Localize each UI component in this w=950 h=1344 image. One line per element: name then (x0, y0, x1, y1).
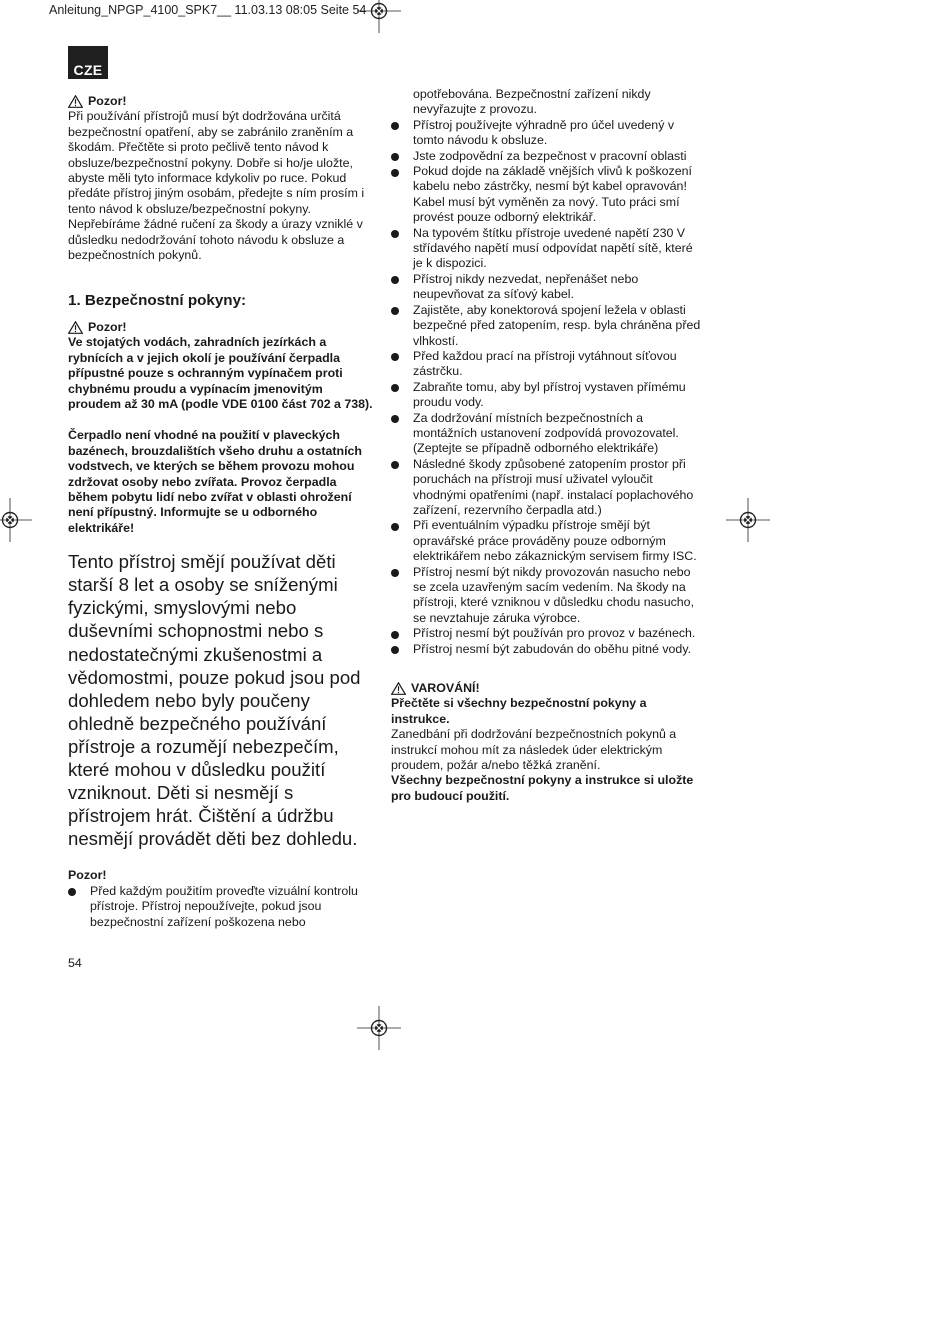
safety-warning-paragraph-1: Ve stojatých vodách, zahradních jezírkách a rybnících a v jejich okolí je používání čerpadla přípustné pouze s ochranným vypínačem proti chybnému proudu a vypínacím jmenovitým proudem až 30 mA (podle VDE 0100 část 702 a 738). (68, 335, 373, 411)
pozor-label: Pozor! (68, 868, 107, 883)
list-item: Přístroj nesmí být používán pro provoz v bazénech. (391, 626, 703, 641)
list-item: Přístroj používejte výhradně pro účel uvedený v tomto návodu k obsluze. (391, 118, 703, 149)
list-item: Následné škody způsobené zatopením prostor při poruchách na přístroji musí uživatel vyloučit vhodnými opatřeními (např. instalací poplachového zařízení, rezervního čerpadla atd.) (391, 457, 703, 519)
varovani-paragraph: Zanedbání při dodržování bezpečnostních pokynů a instrukcí mohou mít za následek úder elektrickým proudem, požár a/nebo těžká zranění. (391, 727, 677, 773)
registration-mark-left (0, 498, 32, 542)
warning-triangle-icon (68, 321, 83, 334)
safety-warning-label: Pozor! (88, 319, 127, 334)
intro-paragraph: Při používání přístrojů musí být dodržována určitá bezpečnostní opatření, aby se zabránilo zraněním a škodám. Přečtěte si proto pečlivě tento návod k obsluze/bezpečnostní pokyny. Dobře si ho/je uložte, abyste měli tyto informace kdykoliv po ruce. Pokud předáte přístroj jiným osobám, předejte s ním prosím i tento návod k obsluze/bezpečnostní pokyny. Nepřebíráme žádné ručení za škody a úrazy vzniklé v důsledku nedodržování tohoto návodu k obsluze a bezpečnostních pokynů. (68, 109, 365, 263)
list-item: Přístroj nesmí být zabudován do oběhu pitné vody. (391, 642, 703, 657)
list-item: Přístroj nikdy nezvedat, nepřenášet nebo neupevňovat za síťový kabel. (391, 272, 703, 303)
crosshair-icon (0, 498, 32, 542)
continued-bullet-text: opotřebována. Bezpečnostní zařízení nikdy nevyřazujte z provozu. (413, 87, 651, 117)
registration-mark-right (726, 498, 770, 542)
varovani-label: VAROVÁNÍ! (411, 681, 480, 696)
list-item: Před každou prací na přístroji vytáhnout síťovou zástrčku. (391, 349, 703, 380)
intro-warning-title (68, 94, 373, 109)
list-item: Na typovém štítku přístroje uvedené napětí 230 V střídavého napětí musí odpovídat napětí sítě, které je k dispozici. (391, 226, 703, 272)
intro-warning-label: Pozor! (88, 94, 127, 108)
list-item: Zabraňte tomu, aby byl přístroj vystaven přímému proudu vody. (391, 380, 703, 411)
varovani-bold-save: Všechny bezpečnostní pokyny a instrukce si uložte pro budoucí použití. (391, 773, 694, 803)
registration-mark-top (357, 0, 401, 33)
list-item: Zajistěte, aby konektorová spojení ležela v oblasti bezpečné před zatopením, resp. byla chráněna před vlhkostí. (391, 303, 703, 349)
warning-triangle-icon (391, 682, 406, 695)
varovani-bold-instruction: Přečtěte si všechny bezpečnostní pokyny a instrukce. (391, 696, 647, 726)
safety-list (391, 118, 703, 657)
list-item: Jste zodpovědní za bezpečnost v pracovní oblasti (391, 149, 703, 164)
list-item: Za dodržování místních bezpečnostních a montážních ustanovení zodpovídá provozovatel. (Zeptejte se případně odborného elektrikáře) (391, 411, 703, 457)
print-header: Anleitung_NPGP_4100_SPK7__ 11.03.13 08:05 Seite 54 (49, 3, 367, 17)
language-badge: CZE (68, 46, 108, 79)
registration-mark-bottom (357, 1006, 401, 1050)
crosshair-icon (357, 0, 401, 33)
varovani-title (391, 681, 703, 696)
warning-triangle-icon (68, 95, 83, 108)
pozor-list (68, 884, 373, 930)
children-notice: Tento přístroj smějí používat děti starší 8 let a osoby se sníženými fyzickými, smyslovými nebo duševními schopnostmi nebo s nedostatečnými zkušenostmi a vědomostmi, pouze pokud jsou pod dohledem nebo byly poučeny ohledně bezpečného používání přístroje a rozumějí nebezpečím, které mohou v důsledku použití vzniknout. Děti si nesmějí s přístrojem hrát. Čištění a údržbu nesmějí provádět děti bez dohledu. (68, 551, 361, 850)
section-heading: 1. Bezpečnostní pokyny: (68, 292, 247, 310)
crosshair-icon (726, 498, 770, 542)
list-item: Při eventuálním výpadku přístroje smějí být opravářské práce prováděny pouze odborným elektrikářem nebo zákaznickým servisem firmy ISC. (391, 518, 703, 564)
list-item: Přístroj nesmí být nikdy provozován nasucho nebo se zcela uzavřeným sacím vedením. Na škody na přístroji, které vzniknou v důsledku chodu nasucho, se nevztahuje záruka výrobce. (391, 565, 703, 627)
safety-warning-title (68, 320, 373, 335)
right-column (391, 87, 703, 804)
left-column (68, 94, 373, 930)
page-number: 54 (68, 956, 82, 970)
list-item: Před každým použitím proveďte vizuální kontrolu přístroje. Přístroj nepoužívejte, pokud jsou bezpečnostní zařízení poškozena nebo (68, 884, 373, 930)
safety-warning-paragraph-2: Čerpadlo není vhodné na použití v plaveckých bazénech, brouzdalištích všeho druhu a ostatních vodstvech, ve kterých se během provozu mohou zdržovat osoby nebo zvířata. Provoz čerpadla během pobytu lidí nebo zvířat v oblasti ohrožení není přípustný. Informujte se u odborného elektrikáře! (68, 428, 362, 535)
crosshair-icon (357, 1006, 401, 1050)
list-item: Pokud dojde na základě vnějších vlivů k poškození kabelu nebo zástrčky, nesmí být kabel opravován! Kabel musí být vyměněn za nový. Tuto práci smí provést pouze odborný elektrikář. (391, 164, 703, 226)
